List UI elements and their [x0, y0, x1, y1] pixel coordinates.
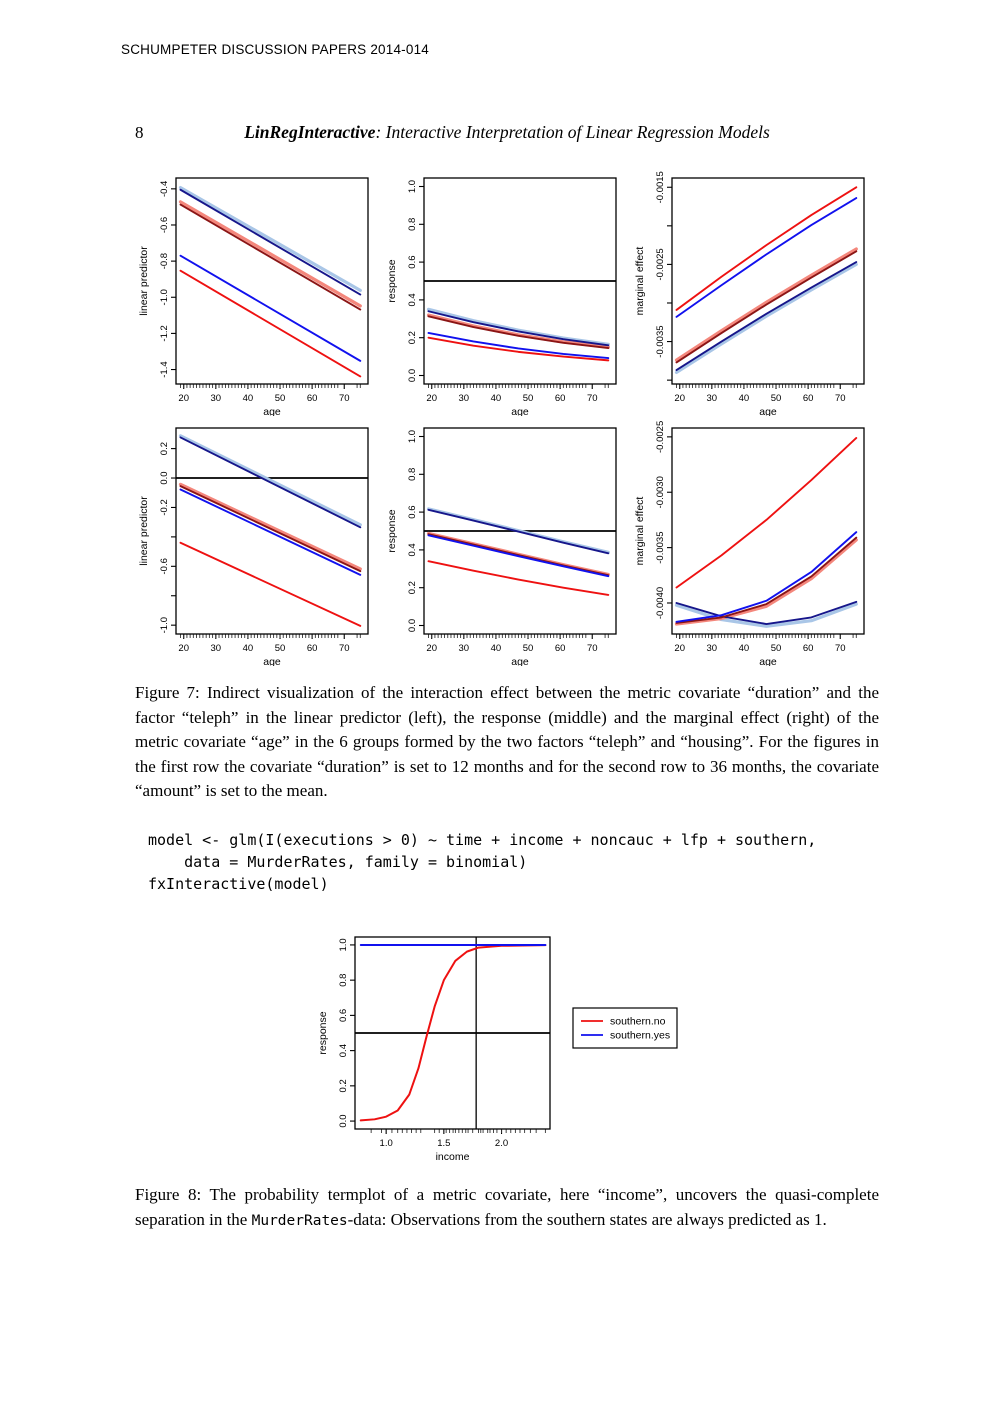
figure7-panel-grid [132, 166, 876, 666]
svg-text:-0.8: -0.8 [159, 252, 170, 270]
svg-text:0.8: 0.8 [338, 973, 349, 987]
svg-text:-0.6: -0.6 [159, 558, 170, 575]
response-duration36-svg [380, 416, 628, 666]
svg-text:20: 20 [426, 393, 437, 404]
figure7-caption: Figure 7: Indirect visualization of the interaction effect between the metric covariate “duration” and the factor “teleph” in the linear predictor (left), the response (middle) and the marginal effect (right) of the metric covariate “age” in the 6 groups formed by the two factors “teleph” and “housing”. For the figures in the first row the covariate “duration” is set to 12 months and for the second row to 36 months, the covariate “amount” is set to the mean. [135, 683, 879, 800]
svg-text:40: 40 [490, 643, 502, 654]
svg-text:50: 50 [274, 643, 286, 654]
running-header: SCHUMPETER DISCUSSION PAPERS 2014-014 [121, 42, 429, 57]
svg-text:-0.4: -0.4 [159, 180, 170, 198]
plot-probability-termplot [300, 925, 770, 1177]
svg-text:age: age [759, 656, 777, 666]
svg-text:age: age [511, 656, 529, 666]
svg-text:0.0: 0.0 [338, 1114, 349, 1128]
svg-text:1.0: 1.0 [407, 429, 418, 444]
svg-text:50: 50 [522, 643, 534, 654]
svg-text:0.2: 0.2 [407, 331, 418, 345]
svg-text:-1.0: -1.0 [159, 616, 170, 634]
svg-text:-0.0040: -0.0040 [655, 586, 666, 620]
svg-text:60: 60 [306, 643, 318, 654]
svg-text:30: 30 [210, 643, 222, 654]
figure8-caption-text-1: Figure 8: The probability termplot of a metric covariate, here “income”, uncovers the quasi-complete separation in the [135, 1185, 879, 1229]
svg-text:-0.6: -0.6 [159, 216, 170, 234]
svg-text:southern.yes: southern.yes [610, 1029, 671, 1042]
svg-text:60: 60 [554, 393, 566, 404]
page-number: 8 [135, 123, 144, 142]
svg-text:0.8: 0.8 [407, 467, 418, 481]
svg-text:50: 50 [770, 643, 782, 654]
svg-text:70: 70 [338, 643, 350, 654]
svg-text:50: 50 [522, 393, 534, 404]
plot-linear-predictor-row1 [132, 166, 380, 416]
svg-text:0.4: 0.4 [407, 543, 418, 557]
svg-text:0.4: 0.4 [407, 293, 418, 307]
response-duration12-svg [380, 166, 628, 416]
code-line-1: model <- glm(I(executions > 0) ~ time + income + noncauc + lfp + southern, [148, 831, 817, 849]
figure8-caption [135, 1183, 879, 1233]
svg-text:70: 70 [834, 643, 846, 654]
title-subtitle: : Interactive Interpretation of Linear Regression Models [375, 122, 770, 142]
svg-text:-0.0035: -0.0035 [655, 325, 666, 358]
svg-text:70: 70 [586, 643, 598, 654]
svg-text:-0.0035: -0.0035 [655, 531, 666, 564]
svg-text:70: 70 [834, 393, 846, 404]
svg-text:20: 20 [674, 643, 685, 654]
svg-text:50: 50 [770, 393, 782, 404]
svg-text:70: 70 [586, 393, 598, 404]
svg-text:-0.0030: -0.0030 [655, 476, 666, 509]
plot-linear-predictor-row2 [132, 416, 380, 666]
plot-marginal-effect-row2 [628, 416, 876, 666]
svg-text:linear predictor: linear predictor [138, 246, 150, 316]
svg-text:60: 60 [306, 393, 318, 404]
probability-termplot-income-svg [300, 925, 770, 1177]
title-package-name: LinRegInteractive [244, 122, 376, 142]
svg-text:age: age [263, 656, 281, 666]
code-line-3: fxInteractive(model) [148, 875, 329, 893]
svg-text:age: age [263, 406, 281, 416]
svg-text:0.6: 0.6 [338, 1008, 349, 1022]
svg-text:marginal effect: marginal effect [634, 246, 646, 316]
svg-text:linear predictor: linear predictor [138, 496, 150, 566]
svg-text:0.4: 0.4 [338, 1044, 349, 1058]
svg-text:40: 40 [738, 643, 750, 654]
svg-text:40: 40 [242, 643, 254, 654]
figure8-caption-text-2: -data: Observations from the southern states are always predicted as 1. [347, 1209, 827, 1229]
svg-text:0.2: 0.2 [338, 1079, 349, 1093]
svg-text:20: 20 [178, 643, 189, 654]
svg-text:income: income [435, 1151, 470, 1163]
svg-text:1.0: 1.0 [338, 938, 349, 952]
svg-text:20: 20 [674, 393, 685, 404]
svg-text:0.0: 0.0 [407, 368, 418, 383]
svg-text:40: 40 [490, 393, 502, 404]
svg-text:50: 50 [274, 393, 286, 404]
svg-text:0.6: 0.6 [407, 255, 418, 269]
svg-text:age: age [511, 406, 529, 416]
plot-response-row2 [380, 416, 628, 666]
svg-text:20: 20 [426, 643, 437, 654]
plot-marginal-effect-row1 [628, 166, 876, 416]
svg-text:60: 60 [802, 393, 814, 404]
svg-text:-1.2: -1.2 [159, 325, 170, 342]
svg-text:-1.0: -1.0 [159, 289, 170, 306]
svg-text:0.2: 0.2 [407, 581, 418, 595]
svg-text:30: 30 [210, 393, 222, 404]
svg-text:2.0: 2.0 [494, 1138, 509, 1149]
svg-text:40: 40 [738, 393, 750, 404]
svg-text:60: 60 [554, 643, 566, 654]
figure8-caption-code: MurderRates [251, 1212, 348, 1229]
svg-text:30: 30 [458, 393, 470, 404]
svg-text:30: 30 [706, 643, 718, 654]
svg-text:0.0: 0.0 [159, 471, 170, 485]
svg-text:20: 20 [178, 393, 189, 404]
plot-response-row1 [380, 166, 628, 416]
svg-text:-1.4: -1.4 [159, 361, 170, 378]
svg-text:30: 30 [706, 393, 718, 404]
svg-text:70: 70 [338, 393, 350, 404]
svg-text:0.0: 0.0 [407, 618, 418, 633]
code-line-2: data = MurderRates, family = binomial) [148, 853, 528, 871]
svg-text:response: response [386, 509, 398, 553]
svg-text:-0.0025: -0.0025 [655, 248, 666, 281]
svg-text:marginal effect: marginal effect [634, 496, 646, 566]
svg-text:southern.no: southern.no [610, 1015, 666, 1028]
svg-text:40: 40 [242, 393, 254, 404]
svg-text:-0.0015: -0.0015 [655, 171, 666, 204]
svg-text:age: age [759, 406, 777, 416]
title-row [135, 122, 879, 146]
svg-text:-0.2: -0.2 [159, 499, 170, 516]
paper-title [135, 122, 879, 143]
svg-text:-0.0025: -0.0025 [655, 420, 666, 453]
svg-text:0.6: 0.6 [407, 505, 418, 519]
svg-text:response: response [317, 1011, 329, 1055]
linear-predictor-duration36-svg [132, 416, 380, 666]
linear-predictor-duration12-svg [132, 166, 380, 416]
svg-text:0.2: 0.2 [159, 441, 170, 456]
svg-text:1.0: 1.0 [407, 179, 418, 194]
svg-text:60: 60 [802, 643, 814, 654]
svg-text:1.0: 1.0 [379, 1138, 393, 1149]
marginal-effect-duration12-svg [628, 166, 876, 416]
svg-text:30: 30 [458, 643, 470, 654]
code-block [148, 829, 816, 895]
svg-text:0.8: 0.8 [407, 217, 418, 231]
svg-text:response: response [386, 259, 398, 303]
marginal-effect-duration36-svg [628, 416, 876, 666]
svg-text:1.5: 1.5 [437, 1138, 451, 1149]
